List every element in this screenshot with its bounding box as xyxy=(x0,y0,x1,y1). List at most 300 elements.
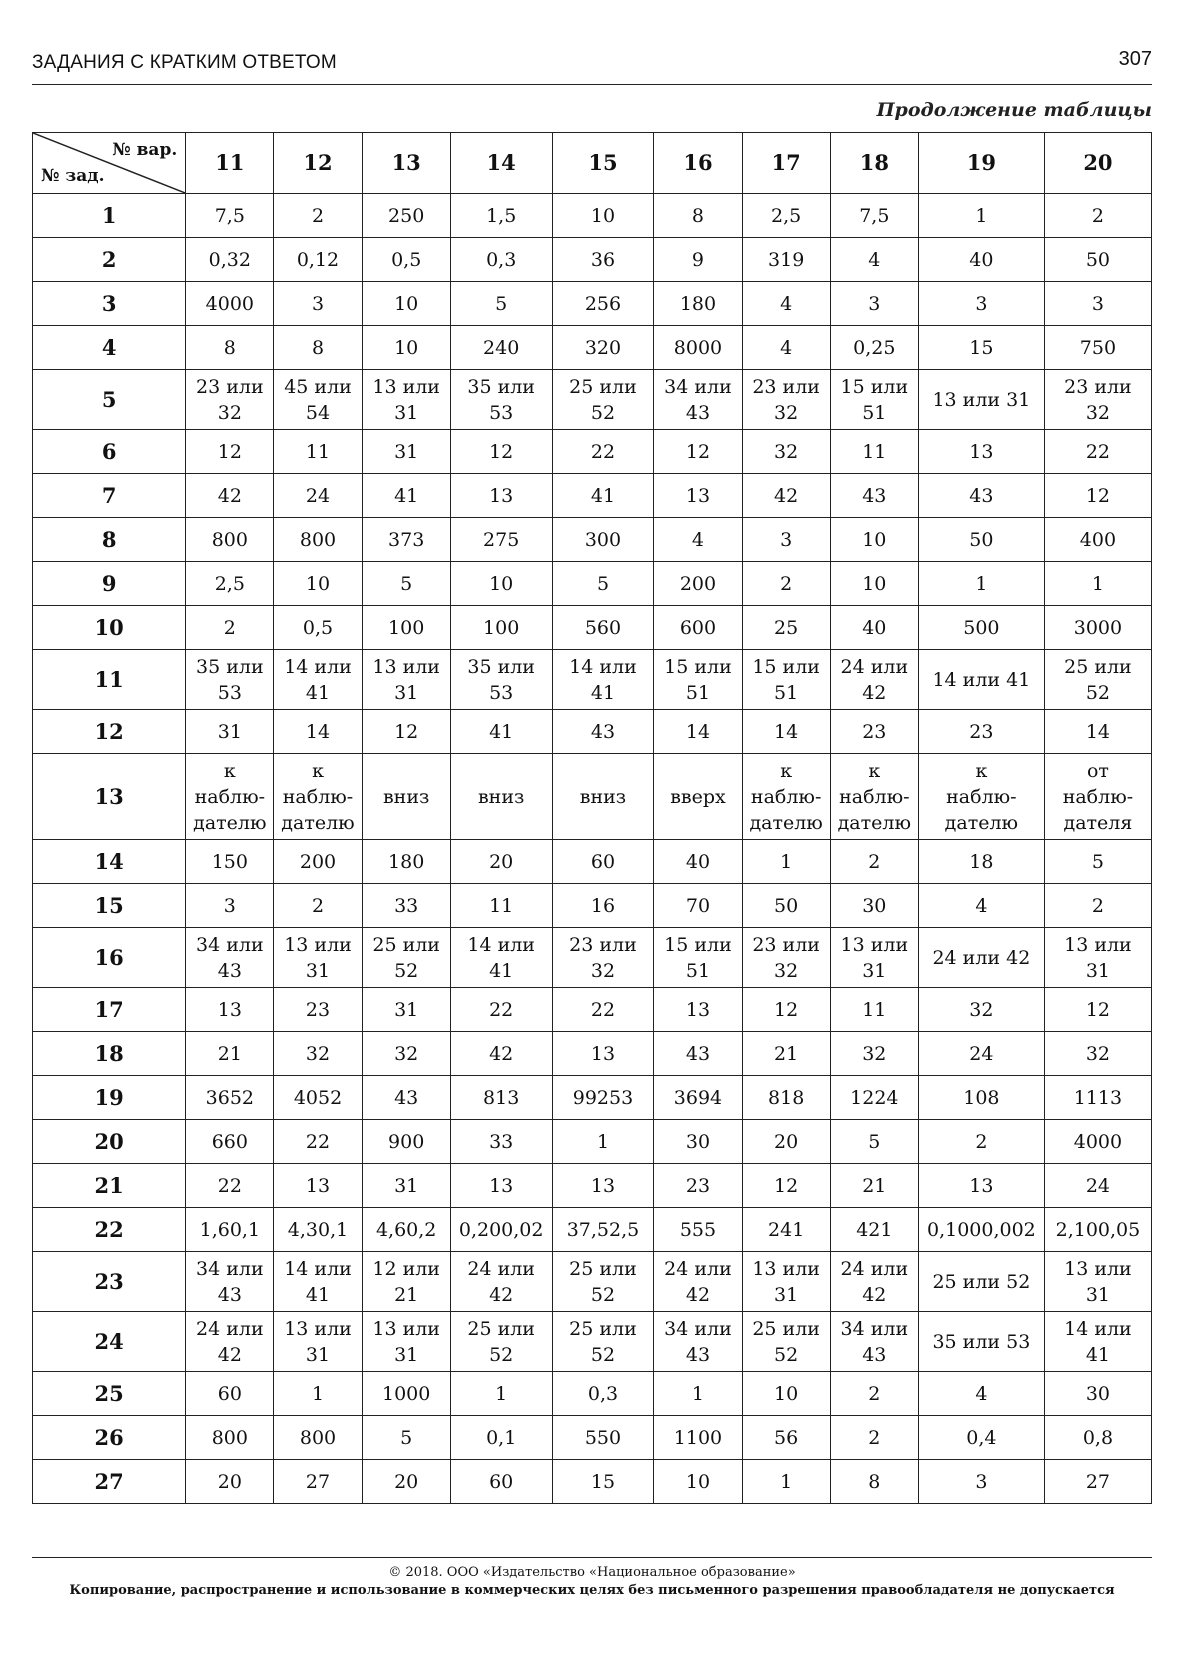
table-row xyxy=(33,650,1152,710)
answer-cell xyxy=(552,1312,654,1372)
answer-value: 1 xyxy=(975,572,988,595)
answer-value: 319 xyxy=(768,248,805,271)
answer-cell xyxy=(742,194,830,238)
header-row xyxy=(33,133,1152,194)
answer-cell xyxy=(830,710,918,754)
answer-cell xyxy=(274,1164,362,1208)
variant-header: 18 xyxy=(830,133,918,194)
table-row xyxy=(33,1416,1152,1460)
answer-value: 34 или 43 xyxy=(664,375,732,424)
answer-value: 1 xyxy=(311,1382,325,1405)
answer-value: 33 xyxy=(394,894,419,917)
answer-value: 2 xyxy=(311,894,325,917)
answer-cell xyxy=(362,282,450,326)
answer-cell xyxy=(552,1164,654,1208)
table-row xyxy=(33,1076,1152,1120)
answer-value: 11 xyxy=(862,998,887,1021)
answer-value: 43 xyxy=(394,1086,419,1109)
answer-cell xyxy=(450,1252,552,1312)
answer-cell xyxy=(274,474,362,518)
answer-cell xyxy=(450,1416,552,1460)
answer-value: 31 xyxy=(394,998,419,1021)
answer-cell xyxy=(654,1312,742,1372)
answer-value: 14 xyxy=(685,720,711,743)
answer-cell xyxy=(552,928,654,988)
answer-cell xyxy=(1044,370,1151,430)
answer-cell xyxy=(742,884,830,928)
answer-cell xyxy=(362,884,450,928)
answer-value: 3694 xyxy=(673,1086,723,1109)
task-number-cell: 24 xyxy=(33,1312,186,1372)
answer-cell xyxy=(654,370,742,430)
answer-cell xyxy=(1044,1076,1151,1120)
answer-value: 32 xyxy=(394,1042,419,1065)
answer-cell xyxy=(654,282,742,326)
answer-cell xyxy=(274,606,362,650)
answer-cell xyxy=(830,194,918,238)
answer-cell xyxy=(450,518,552,562)
answer-value: 31 xyxy=(394,1174,419,1197)
answer-cell xyxy=(830,474,918,518)
answer-value: 5 xyxy=(868,1130,881,1153)
answer-value: 1 xyxy=(596,1130,610,1153)
task-number-cell: 27 xyxy=(33,1460,186,1504)
table-row xyxy=(33,606,1152,650)
answer-value: 4 xyxy=(780,336,793,359)
answer-cell xyxy=(552,710,654,754)
answer-value: 3 xyxy=(975,1470,988,1493)
answer-cell xyxy=(654,1120,742,1164)
answer-value: 25 или 52 xyxy=(932,1270,1031,1293)
answer-cell xyxy=(1044,562,1151,606)
answer-cell xyxy=(186,928,274,988)
answer-value: 1224 xyxy=(850,1086,899,1109)
answer-cell xyxy=(654,1252,742,1312)
answer-cell xyxy=(450,1372,552,1416)
task-number-cell: 9 xyxy=(33,562,186,606)
answer-value: 23 или 32 xyxy=(752,933,820,982)
answer-cell xyxy=(186,754,274,840)
answer-cell xyxy=(742,1416,830,1460)
answer-cell xyxy=(830,928,918,988)
answer-value: 24 или 42 xyxy=(840,655,909,704)
answer-cell xyxy=(450,282,552,326)
answer-cell xyxy=(742,1076,830,1120)
answer-value: к наблю- дателю xyxy=(944,759,1019,834)
answer-cell xyxy=(918,1252,1044,1312)
answer-cell xyxy=(450,988,552,1032)
answer-value: 27 xyxy=(1085,1470,1111,1493)
answer-value: 10 xyxy=(305,572,331,595)
answer-value: 2,5 xyxy=(214,572,245,595)
task-number-cell: 14 xyxy=(33,840,186,884)
answer-cell xyxy=(654,238,742,282)
answer-cell xyxy=(186,1372,274,1416)
table-row xyxy=(33,988,1152,1032)
answer-cell xyxy=(362,194,450,238)
answer-cell xyxy=(274,430,362,474)
answer-cell xyxy=(918,1416,1044,1460)
answer-value: 13 или 31 xyxy=(932,388,1031,411)
answer-value: 15 или 51 xyxy=(664,655,732,704)
answer-value: 30 xyxy=(1085,1382,1111,1405)
answer-cell xyxy=(918,1164,1044,1208)
answer-value: 1 xyxy=(1091,572,1104,595)
answer-value: 25 или 52 xyxy=(569,1317,637,1366)
answer-cell xyxy=(918,518,1044,562)
answer-cell xyxy=(654,1164,742,1208)
variant-header: 20 xyxy=(1044,133,1151,194)
answer-value: 2 xyxy=(311,204,325,227)
answer-value: 13 или 31 xyxy=(1064,1257,1132,1306)
variant-header: 19 xyxy=(918,133,1044,194)
answer-value: 10 xyxy=(685,1470,711,1493)
answer-value: 31 xyxy=(394,440,419,463)
answer-value: 14 или 41 xyxy=(1064,1317,1132,1366)
answer-value: 31 xyxy=(217,720,242,743)
table-row xyxy=(33,474,1152,518)
answer-value: 24 или 42 xyxy=(932,946,1031,969)
answer-cell xyxy=(362,518,450,562)
answer-cell xyxy=(830,1312,918,1372)
answer-cell xyxy=(450,326,552,370)
answer-cell xyxy=(742,562,830,606)
answer-cell xyxy=(742,1372,830,1416)
answer-value: 240 xyxy=(483,336,520,359)
answer-value: 45 или 54 xyxy=(284,375,352,424)
answer-cell xyxy=(552,474,654,518)
answer-cell xyxy=(654,518,742,562)
answer-cell xyxy=(552,884,654,928)
table-row xyxy=(33,1032,1152,1076)
answer-value: 16 xyxy=(590,894,616,917)
answer-cell xyxy=(362,928,450,988)
answer-value: 4000 xyxy=(205,292,255,315)
answer-value: 11 xyxy=(862,440,887,463)
answer-value: 15 xyxy=(969,336,994,359)
answer-value: 14 или 41 xyxy=(284,1257,352,1306)
answer-cell xyxy=(362,1416,450,1460)
answer-value: 10 xyxy=(862,572,887,595)
answer-value: 275 xyxy=(483,528,520,551)
answer-value: 23 или 32 xyxy=(1064,375,1132,424)
answer-cell xyxy=(362,710,450,754)
task-number-cell: 3 xyxy=(33,282,186,326)
answer-value: 560 xyxy=(584,616,622,639)
answer-cell xyxy=(742,518,830,562)
answer-cell xyxy=(274,988,362,1032)
answer-value: 22 xyxy=(590,998,616,1021)
answer-cell xyxy=(186,710,274,754)
answer-value: 600 xyxy=(679,616,717,639)
answer-cell xyxy=(1044,606,1151,650)
answer-value: 818 xyxy=(768,1086,805,1109)
answer-cell xyxy=(362,1252,450,1312)
answer-value: 35 или 53 xyxy=(467,655,535,704)
table-row xyxy=(33,370,1152,430)
variant-header: 12 xyxy=(274,133,362,194)
answer-value: 12 xyxy=(394,720,419,743)
table-row xyxy=(33,840,1152,884)
answer-cell xyxy=(450,1312,552,1372)
answer-value: 0,5 xyxy=(302,616,334,639)
answer-value: 4 xyxy=(868,248,881,271)
section-title: ЗАДАНИЯ С КРАТКИМ ОТВЕТОМ xyxy=(32,52,337,73)
answer-value: 34 или 43 xyxy=(664,1317,732,1366)
table-row xyxy=(33,1164,1152,1208)
answer-value: 35 или 53 xyxy=(932,1330,1031,1353)
answer-cell xyxy=(362,562,450,606)
answer-value: 23 xyxy=(305,998,331,1021)
answer-cell xyxy=(742,988,830,1032)
answer-value: 99253 xyxy=(572,1086,634,1109)
table-row xyxy=(33,518,1152,562)
answer-value: 15 xyxy=(590,1470,616,1493)
answer-cell xyxy=(1044,430,1151,474)
answer-cell xyxy=(742,928,830,988)
answer-value: 0,200,02 xyxy=(458,1218,544,1241)
copyright-line: © 2018. ООО «Издательство «Национальное образование» xyxy=(388,1565,796,1580)
table-row xyxy=(33,1252,1152,1312)
answer-cell xyxy=(362,1032,450,1076)
answer-value: 800 xyxy=(211,1426,248,1449)
answer-value: 3 xyxy=(223,894,236,917)
answer-cell xyxy=(654,1208,742,1252)
answer-cell xyxy=(830,430,918,474)
answer-value: 24 или 42 xyxy=(664,1257,732,1306)
answer-value: 13 xyxy=(590,1042,616,1065)
task-number-cell: 11 xyxy=(33,650,186,710)
answer-cell xyxy=(918,1372,1044,1416)
table-row xyxy=(33,884,1152,928)
answer-cell xyxy=(1044,1460,1151,1504)
answer-value: 8 xyxy=(311,336,325,359)
answer-cell xyxy=(742,754,830,840)
answer-cell xyxy=(830,238,918,282)
answer-value: 18 xyxy=(969,850,994,873)
answer-cell xyxy=(830,650,918,710)
answer-value: 800 xyxy=(211,528,248,551)
answer-value: 11 xyxy=(305,440,331,463)
answer-cell xyxy=(274,1252,362,1312)
answer-cell xyxy=(186,1032,274,1076)
answer-value: 13 xyxy=(969,440,994,463)
answer-cell xyxy=(552,988,654,1032)
answer-cell xyxy=(918,430,1044,474)
answer-value: 33 xyxy=(489,1130,514,1153)
answer-cell xyxy=(362,988,450,1032)
answer-value: 60 xyxy=(590,850,616,873)
answer-value: 320 xyxy=(584,336,622,359)
answer-cell xyxy=(918,650,1044,710)
answer-value: 0,5 xyxy=(391,248,422,271)
answer-value: 24 xyxy=(1085,1174,1111,1197)
table-row xyxy=(33,1460,1152,1504)
answer-cell xyxy=(186,1164,274,1208)
answer-value: 200 xyxy=(299,850,337,873)
answer-value: к наблю- дателю xyxy=(749,759,823,834)
answer-cell xyxy=(552,1252,654,1312)
answer-cell xyxy=(274,238,362,282)
answer-cell xyxy=(450,840,552,884)
answer-value: 0,12 xyxy=(296,248,340,271)
answer-cell xyxy=(362,1460,450,1504)
answer-cell xyxy=(654,194,742,238)
answer-cell xyxy=(918,1076,1044,1120)
answer-value: 35 или 53 xyxy=(196,655,264,704)
answer-value: 0,1 xyxy=(486,1426,517,1449)
answer-value: к наблю- дателю xyxy=(193,759,267,834)
table-row xyxy=(33,928,1152,988)
table-row xyxy=(33,710,1152,754)
answer-value: 5 xyxy=(400,572,413,595)
answer-cell xyxy=(450,1164,552,1208)
answer-value: 25 или 52 xyxy=(569,375,637,424)
answer-value: 50 xyxy=(969,528,994,551)
answer-cell xyxy=(186,326,274,370)
answer-cell xyxy=(1044,710,1151,754)
answer-cell xyxy=(450,370,552,430)
answer-cell xyxy=(552,1460,654,1504)
answer-value: 13 xyxy=(489,484,514,507)
answer-cell xyxy=(830,1120,918,1164)
answer-value: 108 xyxy=(963,1086,1000,1109)
answer-cell xyxy=(918,562,1044,606)
answer-value: 30 xyxy=(685,1130,711,1153)
answer-cell xyxy=(362,754,450,840)
answer-value: 9 xyxy=(691,248,705,271)
answer-value: 2,5 xyxy=(771,204,802,227)
answer-value: 50 xyxy=(1085,248,1111,271)
answer-cell xyxy=(362,430,450,474)
answer-value: 150 xyxy=(211,850,248,873)
answer-value: вниз xyxy=(382,785,430,808)
answer-cell xyxy=(552,562,654,606)
answer-cell xyxy=(1044,1372,1151,1416)
task-label: № зад. xyxy=(41,166,105,186)
answer-cell xyxy=(1044,840,1151,884)
answer-value: 2 xyxy=(975,1130,988,1153)
answer-cell xyxy=(552,1032,654,1076)
answer-cell xyxy=(274,650,362,710)
answer-value: 3 xyxy=(975,292,988,315)
answer-cell xyxy=(274,1076,362,1120)
answer-cell xyxy=(362,474,450,518)
answer-cell xyxy=(830,1208,918,1252)
answer-cell xyxy=(362,370,450,430)
answer-value: 25 или 52 xyxy=(569,1257,637,1306)
answer-value: 10 xyxy=(394,292,419,315)
answer-value: 14 или 41 xyxy=(932,668,1031,691)
answer-value: 10 xyxy=(590,204,616,227)
answer-cell xyxy=(450,754,552,840)
answer-value: 42 xyxy=(774,484,799,507)
answer-cell xyxy=(274,840,362,884)
rights-notice: Копирование, распространение и использование в коммерческих целях без письменного разрешения правообладателя не допускается xyxy=(69,1583,1115,1598)
answer-cell xyxy=(654,1032,742,1076)
answer-cell xyxy=(918,928,1044,988)
answer-value: 4000 xyxy=(1073,1130,1123,1153)
task-number-cell: 5 xyxy=(33,370,186,430)
answer-value: 14 xyxy=(305,720,331,743)
answer-cell xyxy=(1044,194,1151,238)
answer-cell xyxy=(450,928,552,988)
answer-cell xyxy=(274,1372,362,1416)
answer-cell xyxy=(450,710,552,754)
answer-value: 1100 xyxy=(673,1426,723,1449)
answer-value: 12 xyxy=(217,440,242,463)
answer-value: 12 xyxy=(774,1174,799,1197)
variant-header: 15 xyxy=(552,133,654,194)
answer-cell xyxy=(742,606,830,650)
answer-value: 13 или 31 xyxy=(840,933,909,982)
answer-cell xyxy=(450,1120,552,1164)
answer-value: 10 xyxy=(489,572,514,595)
answer-value: 5 xyxy=(1091,850,1104,873)
answer-cell xyxy=(274,282,362,326)
answer-cell xyxy=(362,1164,450,1208)
answer-value: 36 xyxy=(590,248,616,271)
answer-cell xyxy=(742,1208,830,1252)
answer-value: 2 xyxy=(868,1382,881,1405)
answer-value: 12 xyxy=(1085,484,1111,507)
answer-value: 0,1000,002 xyxy=(926,1218,1036,1241)
answer-cell xyxy=(552,370,654,430)
answer-value: 555 xyxy=(679,1218,717,1241)
answer-value: 8000 xyxy=(673,336,723,359)
task-number-cell: 26 xyxy=(33,1416,186,1460)
answer-value: 20 xyxy=(774,1130,799,1153)
answer-value: 3 xyxy=(868,292,881,315)
answer-cell xyxy=(654,474,742,518)
answer-value: 750 xyxy=(1079,336,1117,359)
variant-header: 14 xyxy=(450,133,552,194)
answer-cell xyxy=(830,1076,918,1120)
answer-value: 42 xyxy=(489,1042,514,1065)
answer-value: к наблю- дателю xyxy=(281,759,355,834)
table-row xyxy=(33,754,1152,840)
answer-value: 2 xyxy=(223,616,236,639)
variant-header: 11 xyxy=(186,133,274,194)
answer-cell xyxy=(450,474,552,518)
answer-cell xyxy=(362,1208,450,1252)
answer-value: 13 xyxy=(590,1174,616,1197)
answer-value: 24 xyxy=(969,1042,994,1065)
answer-cell xyxy=(1044,1416,1151,1460)
answer-value: 50 xyxy=(774,894,799,917)
table-continuation-label: Продолжение таблицы xyxy=(876,99,1152,121)
answer-value: 2 xyxy=(1091,204,1104,227)
answer-cell xyxy=(186,650,274,710)
answer-cell xyxy=(450,194,552,238)
answer-cell xyxy=(654,430,742,474)
answer-value: 14 xyxy=(774,720,799,743)
answer-value: 41 xyxy=(394,484,419,507)
answer-cell xyxy=(274,1460,362,1504)
answer-value: 21 xyxy=(217,1042,242,1065)
answer-value: 21 xyxy=(774,1042,799,1065)
answer-value: 20 xyxy=(217,1470,242,1493)
answer-value: 0,8 xyxy=(1082,1426,1114,1449)
answer-value: 13 xyxy=(489,1174,514,1197)
answer-cell xyxy=(654,1076,742,1120)
answer-value: 30 xyxy=(862,894,887,917)
answer-value: 56 xyxy=(774,1426,799,1449)
answer-cell xyxy=(552,1416,654,1460)
answer-value: 41 xyxy=(590,484,616,507)
table-row xyxy=(33,1372,1152,1416)
answer-cell xyxy=(918,988,1044,1032)
